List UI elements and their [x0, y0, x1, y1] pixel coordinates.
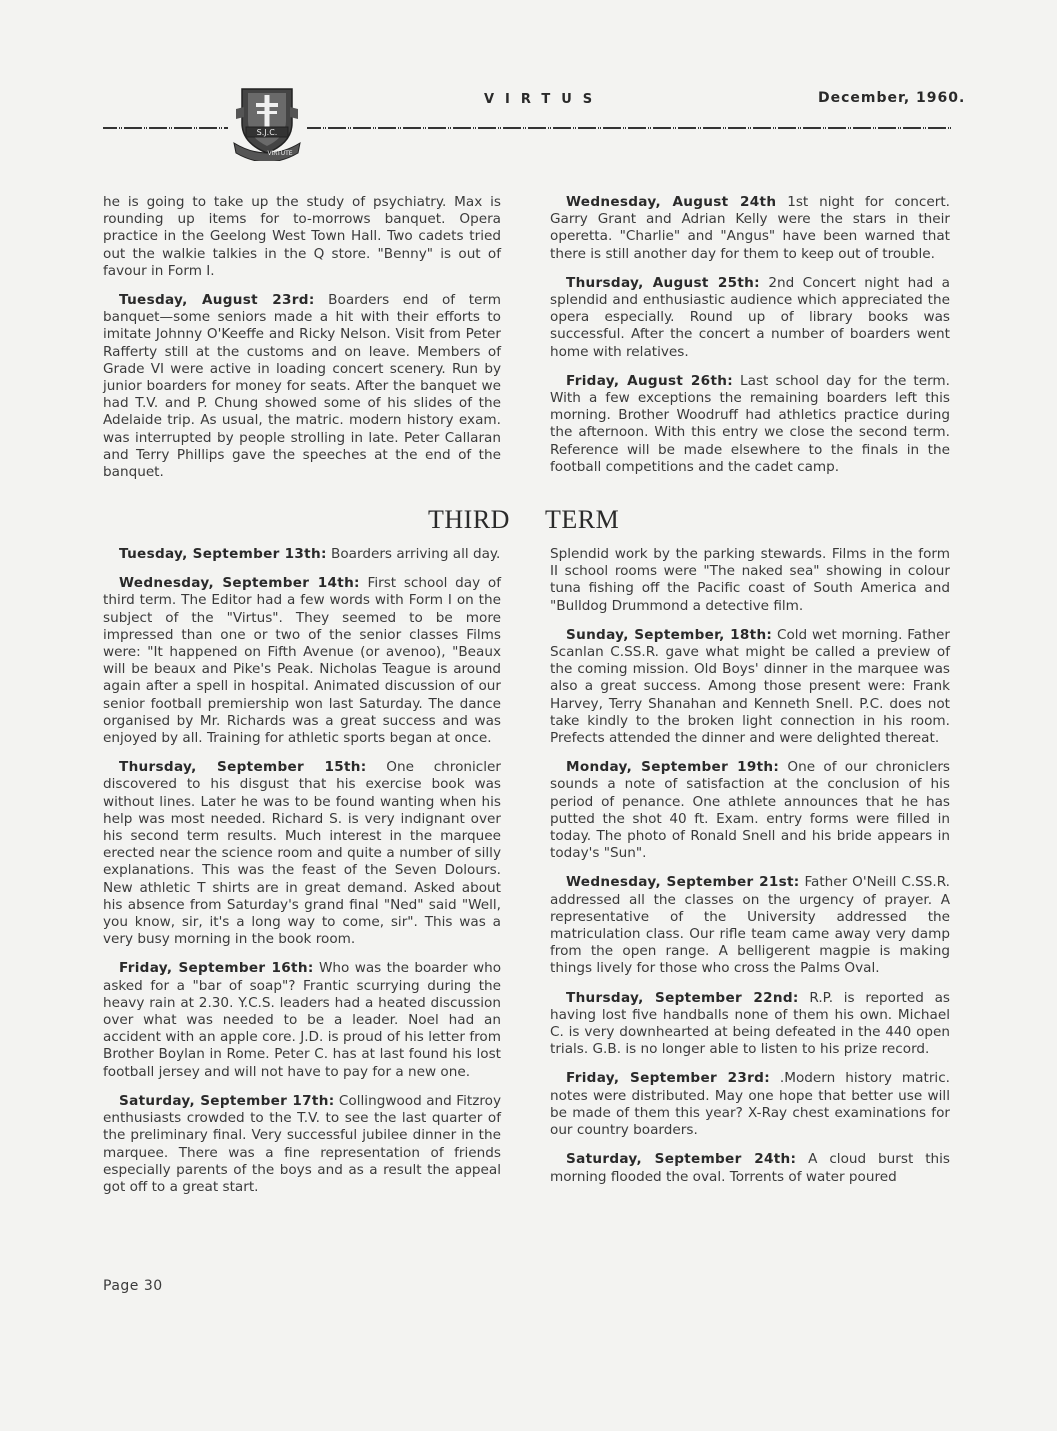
diary-entry — [103, 575, 501, 747]
diary-entry — [103, 546, 501, 563]
entry-text: One chronicler discovered to his disgust that his exercise book was without lines. Later he was to be found wanting when his help was most needed. Richard S. is very indignant over his second term results. Much interest in the marquee erected near the science room and quite a number of silly explanations. This was the feast of the Seven Dolours. New athletic T shirts are in great demand. Asked about his absence from Saturday's grand final "Ned" said "Well, you know, sir, it's a long way to come, sir". This was a very busy morning in the book room. — [103, 759, 501, 948]
diary-entry — [550, 194, 950, 263]
column-left-top — [103, 194, 501, 493]
entry-text: R.P. is reported as having lost five handballs none of them his own. Michael C. is very downhearted at being defeated in the 440 open trials. G.B. is no longer able to listen to his prize record. — [550, 989, 950, 1058]
entry-text: 1st night for concert. Garry Grant and Adrian Kelly were the stars in their operetta. "Charlie" and "Angus" have been warned that there is still another day for them to keep out of trouble. — [550, 194, 950, 262]
entry-text: First school day of third term. The Editor had a few words with Form I on the subject of the "Virtus". They seemed to be more impressed than one or two of the senior classes Films were: "It happened on Fifth Avenue (or avenoo), "Beaux will be beaux and Pike's Peak. Nicholas Teague is around again after a spell in hospital. Animated discussion of our senior football premiership won last Saturday. The dance organised by Mr. Richards was a great success and was enjoyed by all. Training for athletic sports began at once. — [103, 575, 501, 747]
entry-date: Saturday, September 17th: — [119, 1092, 335, 1109]
entry-date: Monday, September 19th: — [566, 759, 780, 776]
entry-date: Saturday, September 24th: — [566, 1151, 797, 1168]
diary-entry — [550, 1151, 950, 1185]
diary-entry — [550, 990, 950, 1059]
diary-entry — [550, 759, 950, 862]
entry-date: Friday, August 26th: — [566, 372, 733, 389]
diary-entry — [550, 275, 950, 361]
entry-text: Boarders end of term banquet—some seniors made a hit with their efforts to imitate Johnny O'Keeffe and Ricky Nelson. Visit from Peter Rafferty still at the customs and on leave. Members of Grade VI were active in loading concert scenery. Run by junior boarders for money for seats. After the banquet we had T.V. and P. Chung showed some of his slides of the Adelaide trip. As usual, the matric. modern history exam. was interrupted by people strolling in late. Peter Callaran and Terry Phillips gave the speeches at the end of the banquet. — [103, 292, 501, 481]
entry-date: Tuesday, September 13th: — [119, 546, 327, 562]
entry-text: Cold wet morning. Father Scanlan C.SS.R. gave what might be called a preview of the coming mission. Old Boys' dinner in the marquee was also a great success. Among those present were: Frank Harvey, Terry Shanahan and Kenneth Snell. P.C. does not take kindly to the broken light connection in his room. Prefects attended the dinner and were delighted thereat. — [550, 626, 950, 747]
diary-entry — [550, 1070, 950, 1139]
entry-date: Sunday, September, 18th: — [566, 626, 773, 643]
diary-entry — [550, 874, 950, 977]
header-rule-left — [103, 125, 228, 131]
entry-text: A cloud burst this morning flooded the oval. Torrents of water poured — [550, 1151, 950, 1185]
diary-entry — [550, 546, 950, 615]
entry-date: Tuesday, August 23rd: — [119, 292, 315, 309]
diary-entry — [103, 960, 501, 1080]
section-heading-right: TERM — [545, 505, 620, 534]
diary-entry — [103, 759, 501, 948]
entry-text: Splendid work by the parking stewards. Films in the form II school rooms were "The naked sea" showing in colour tuna fishing off the Pacific coast of South America and "Bulldog Drummond a detective film. — [550, 546, 950, 614]
svg-text:S.J.C.: S.J.C. — [256, 128, 278, 137]
entry-text: Who was the boarder who asked for a "bar of soap"? Frantic scurrying during the heavy rain at 2.30. Y.C.S. leaders had a heated discussion over what was needed to be a leader. Noel had an accident with an apple core. J.D. is proud of his letter from Brother Boylan in Rome. Peter C. has at last found his lost football jersey and will not have to pay for a new one. — [103, 960, 502, 1080]
entry-date: Friday, September 16th: — [119, 960, 314, 977]
entry-date: Thursday, August 25th: — [566, 274, 760, 291]
entry-date: Thursday, September 15th: — [119, 759, 367, 776]
masthead-title: VIRTUS — [484, 92, 604, 107]
entry-text: Boarders arriving all day. — [326, 546, 501, 562]
entry-text: .Modern history matric. notes were distributed. May one hope that better use will be made of them this year? X-Ray chest examinations for our country boarders. — [550, 1070, 950, 1139]
entry-date: Thursday, September 22nd: — [566, 989, 799, 1006]
entry-date: Wednesday, September 14th: — [119, 575, 360, 592]
issue-date: December, 1960. — [818, 90, 966, 106]
column-right-bottom — [550, 546, 950, 1198]
diary-entry — [550, 373, 950, 476]
svg-text:VIRTUTE: VIRTUTE — [267, 150, 293, 157]
entry-date: Friday, September 23rd: — [566, 1070, 770, 1087]
entry-text: 2nd Concert night had a splendid and enthusiastic audience which appreciated the opera especially. Round up of library books was successful. After the concert a number of boarders went home with relatives. — [550, 274, 950, 360]
page-header — [0, 0, 1057, 160]
school-crest-icon — [228, 83, 306, 161]
entry-date: Wednesday, August 24th — [566, 194, 777, 210]
column-left-bottom — [103, 546, 501, 1208]
entry-text: Last school day for the term. With a few exceptions the remaining boarders left this morning. Brother Woodruff had athletics practice during the afternoon. With this entry we close the second term. Reference will be made elsewhere to the finals in the football competitions and the cadet camp. — [550, 372, 950, 475]
diary-entry — [103, 292, 501, 481]
entry-text: Father O'Neill C.SS.R. addressed all the classes on the urgency of prayer. A representative of the University addressed the matriculation class. Our rifle team came away very damp from the open range. A belligerent magpie is making things lively for those who cross the Palms Oval. — [550, 874, 951, 977]
entry-text: Collingwood and Fitzroy enthusiasts crowded to the T.V. to see the last quarter of the preliminary final. Very successful jubilee dinner in the marquee. There was a fine representation of friends especially parents of the boys and as a result the appeal got off to a great start. — [103, 1092, 501, 1195]
diary-entry — [550, 627, 950, 747]
section-heading-left: THIRD — [428, 505, 510, 534]
diary-entry — [103, 1093, 501, 1196]
page-number: Page 30 — [103, 1278, 163, 1294]
column-right-top — [550, 194, 950, 488]
entry-text: One of our chroniclers sounds a note of satisfaction at the conclusion of his period of penance. One athlete announces that he has putted the shot 40 ft. Exam. entry forms were filled in today. The photo of Ronald Snell and his bride appears in today's "Sun". — [550, 759, 950, 862]
diary-entry — [103, 194, 501, 280]
entry-date: Wednesday, September 21st: — [566, 874, 800, 891]
header-rule-right — [307, 125, 952, 131]
entry-text: he is going to take up the study of psychiatry. Max is rounding up items for to-morrows banquet. Opera practice in the Geelong West Town Hall. Two cadets tried out the walkie talkies in the Q store. "Benny" is out of favour in Form I. — [103, 194, 501, 279]
